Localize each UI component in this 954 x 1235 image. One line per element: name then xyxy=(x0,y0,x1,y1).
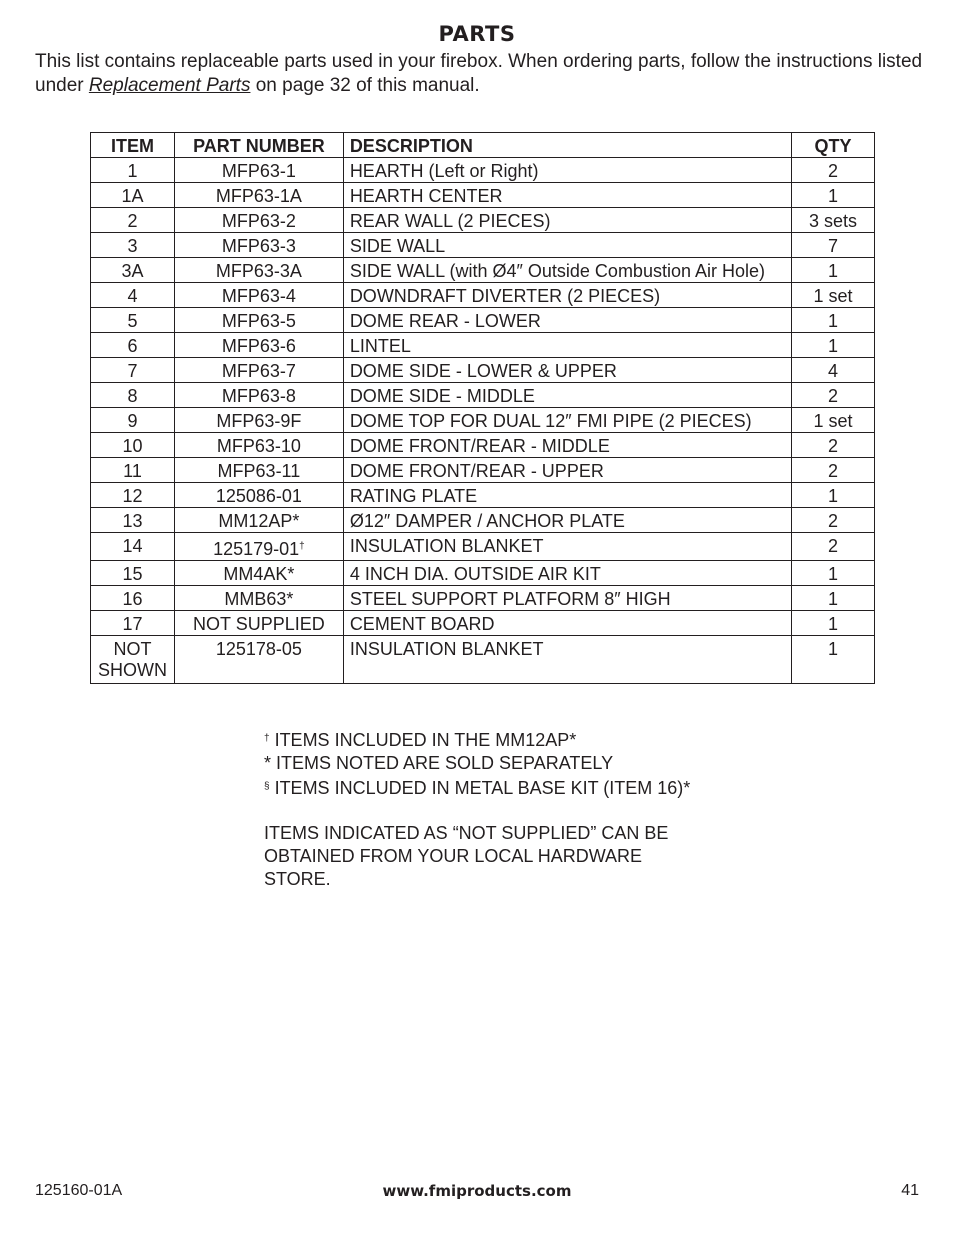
part-number-cell: MFP63-3A xyxy=(174,258,343,283)
parts-table xyxy=(90,132,875,684)
item-cell: 2 xyxy=(91,208,175,233)
qty-cell: 1 xyxy=(792,308,875,333)
part-number-cell: NOT SUPPLIED xyxy=(174,611,343,636)
part-number-cell: MFP63-9F xyxy=(174,408,343,433)
table-row xyxy=(91,283,875,308)
qty-cell: 1 xyxy=(792,586,875,611)
part-number-cell: MFP63-2 xyxy=(174,208,343,233)
description-cell: RATING PLATE xyxy=(343,483,791,508)
table-row xyxy=(91,458,875,483)
header-qty: QTY xyxy=(792,133,875,158)
description-cell: INSULATION BLANKET xyxy=(343,636,791,684)
item-cell: 5 xyxy=(91,308,175,333)
item-cell: 11 xyxy=(91,458,175,483)
item-line-2: SHOWN xyxy=(97,660,167,680)
table-row xyxy=(91,358,875,383)
dagger-symbol: † xyxy=(264,733,270,744)
item-cell: 17 xyxy=(91,611,175,636)
part-number-cell: 125086-01 xyxy=(174,483,343,508)
qty-cell: 1 xyxy=(792,333,875,358)
part-number-cell: MFP63-5 xyxy=(174,308,343,333)
description-cell: DOME FRONT/REAR - UPPER xyxy=(343,458,791,483)
intro-paragraph xyxy=(35,50,930,98)
description-cell: DOWNDRAFT DIVERTER (2 PIECES) xyxy=(343,283,791,308)
table-row xyxy=(91,533,875,561)
item-cell: 1A xyxy=(91,183,175,208)
qty-cell: 7 xyxy=(792,233,875,258)
table-row xyxy=(91,183,875,208)
qty-cell: 2 xyxy=(792,533,875,561)
item-cell: 7 xyxy=(91,358,175,383)
note-section-text: ITEMS INCLUDED IN METAL BASE KIT (ITEM 16)* xyxy=(269,778,691,798)
item-line-1: NOT xyxy=(113,639,152,659)
table-row xyxy=(91,158,875,183)
part-number-cell xyxy=(174,533,343,561)
header-description: DESCRIPTION xyxy=(343,133,791,158)
item-cell: 15 xyxy=(91,561,175,586)
table-row xyxy=(91,508,875,533)
table-row xyxy=(91,483,875,508)
table-row xyxy=(91,308,875,333)
item-cell: 4 xyxy=(91,283,175,308)
intro-text-end: on page 32 of this manual. xyxy=(250,75,480,96)
item-cell: 3A xyxy=(91,258,175,283)
qty-cell: 1 xyxy=(792,636,875,684)
table-row xyxy=(91,233,875,258)
item-cell: 1 xyxy=(91,158,175,183)
table-row xyxy=(91,258,875,283)
intro-text-start: This list contains replaceable parts used in your firebox. When ordering parts, follow the instructions listed under xyxy=(35,51,923,96)
description-cell: INSULATION BLANKET xyxy=(343,533,791,561)
replacement-parts-reference: Replacement Parts xyxy=(88,75,251,96)
website-footer: www.fmiproducts.com xyxy=(382,1182,572,1200)
description-cell: 4 INCH DIA. OUTSIDE AIR KIT xyxy=(343,561,791,586)
part-number-cell: MFP63-4 xyxy=(174,283,343,308)
description-cell: DOME REAR - LOWER xyxy=(343,308,791,333)
header-item: ITEM xyxy=(91,133,175,158)
table-row xyxy=(91,636,875,684)
item-cell: 9 xyxy=(91,408,175,433)
table-row xyxy=(91,586,875,611)
item-cell: 8 xyxy=(91,383,175,408)
note-dagger xyxy=(264,727,724,752)
item-cell xyxy=(91,636,175,684)
qty-cell: 1 xyxy=(792,561,875,586)
qty-cell: 3 sets xyxy=(792,208,875,233)
part-number-text: 125179-01 xyxy=(213,539,300,559)
header-part-number: PART NUMBER xyxy=(174,133,343,158)
footnotes xyxy=(264,727,724,891)
qty-cell: 1 xyxy=(792,183,875,208)
qty-cell: 1 xyxy=(792,258,875,283)
description-cell: DOME SIDE - MIDDLE xyxy=(343,383,791,408)
item-cell: 14 xyxy=(91,533,175,561)
part-number-cell: MFP63-11 xyxy=(174,458,343,483)
description-cell: HEARTH CENTER xyxy=(343,183,791,208)
item-cell: 10 xyxy=(91,433,175,458)
description-cell: SIDE WALL xyxy=(343,233,791,258)
description-cell: Ø12″ DAMPER / ANCHOR PLATE xyxy=(343,508,791,533)
section-symbol: § xyxy=(264,781,270,792)
description-cell: HEARTH (Left or Right) xyxy=(343,158,791,183)
description-cell: STEEL SUPPORT PLATFORM 8″ HIGH xyxy=(343,586,791,611)
table-row xyxy=(91,433,875,458)
dagger-mark: † xyxy=(299,541,305,552)
item-cell: 3 xyxy=(91,233,175,258)
note-not-supplied-line-2: OBTAINED FROM YOUR LOCAL HARDWARE xyxy=(264,846,643,866)
table-row xyxy=(91,561,875,586)
qty-cell: 2 xyxy=(792,158,875,183)
part-number-cell: MFP63-8 xyxy=(174,383,343,408)
qty-cell: 2 xyxy=(792,433,875,458)
qty-cell: 1 set xyxy=(792,408,875,433)
qty-cell: 1 set xyxy=(792,283,875,308)
item-cell: 13 xyxy=(91,508,175,533)
description-cell: REAR WALL (2 PIECES) xyxy=(343,208,791,233)
part-number-cell: MFP63-7 xyxy=(174,358,343,383)
note-not-supplied-line-1: ITEMS INDICATED AS “NOT SUPPLIED” CAN BE xyxy=(264,823,669,843)
note-not-supplied-line-3: STORE. xyxy=(264,869,331,889)
part-number-cell: MM12AP* xyxy=(174,508,343,533)
part-number-cell: MFP63-3 xyxy=(174,233,343,258)
part-number-cell: MFP63-10 xyxy=(174,433,343,458)
table-row xyxy=(91,611,875,636)
description-cell: SIDE WALL (with Ø4″ Outside Combustion Air Hole) xyxy=(343,258,791,283)
description-cell: DOME FRONT/REAR - MIDDLE xyxy=(343,433,791,458)
part-number-cell: MFP63-1 xyxy=(174,158,343,183)
part-number-cell: MFP63-6 xyxy=(174,333,343,358)
qty-cell: 2 xyxy=(792,383,875,408)
part-number-cell: MMB63* xyxy=(174,586,343,611)
note-section xyxy=(264,775,724,800)
item-cell: 16 xyxy=(91,586,175,611)
description-cell: DOME SIDE - LOWER & UPPER xyxy=(343,358,791,383)
qty-cell: 1 xyxy=(792,483,875,508)
note-dagger-text: ITEMS INCLUDED IN THE MM12AP* xyxy=(269,730,577,750)
note-spacer xyxy=(264,800,724,822)
table-row xyxy=(91,333,875,358)
document-number: 125160-01A xyxy=(35,1182,123,1199)
description-cell: DOME TOP FOR DUAL 12″ FMI PIPE (2 PIECES) xyxy=(343,408,791,433)
part-number-cell: 125178-05 xyxy=(174,636,343,684)
description-cell: LINTEL xyxy=(343,333,791,358)
qty-cell: 2 xyxy=(792,508,875,533)
page-title: PARTS xyxy=(438,22,516,46)
table-row xyxy=(91,408,875,433)
table-row xyxy=(91,383,875,408)
table-header-row xyxy=(91,133,875,158)
part-number-cell: MFP63-1A xyxy=(174,183,343,208)
item-cell: 6 xyxy=(91,333,175,358)
item-cell: 12 xyxy=(91,483,175,508)
description-cell: CEMENT BOARD xyxy=(343,611,791,636)
qty-cell: 4 xyxy=(792,358,875,383)
part-number-cell: MM4AK* xyxy=(174,561,343,586)
note-star: * ITEMS NOTED ARE SOLD SEPARATELY xyxy=(264,753,614,773)
qty-cell: 2 xyxy=(792,458,875,483)
table-row xyxy=(91,208,875,233)
qty-cell: 1 xyxy=(792,611,875,636)
page-number: 41 xyxy=(901,1182,919,1199)
